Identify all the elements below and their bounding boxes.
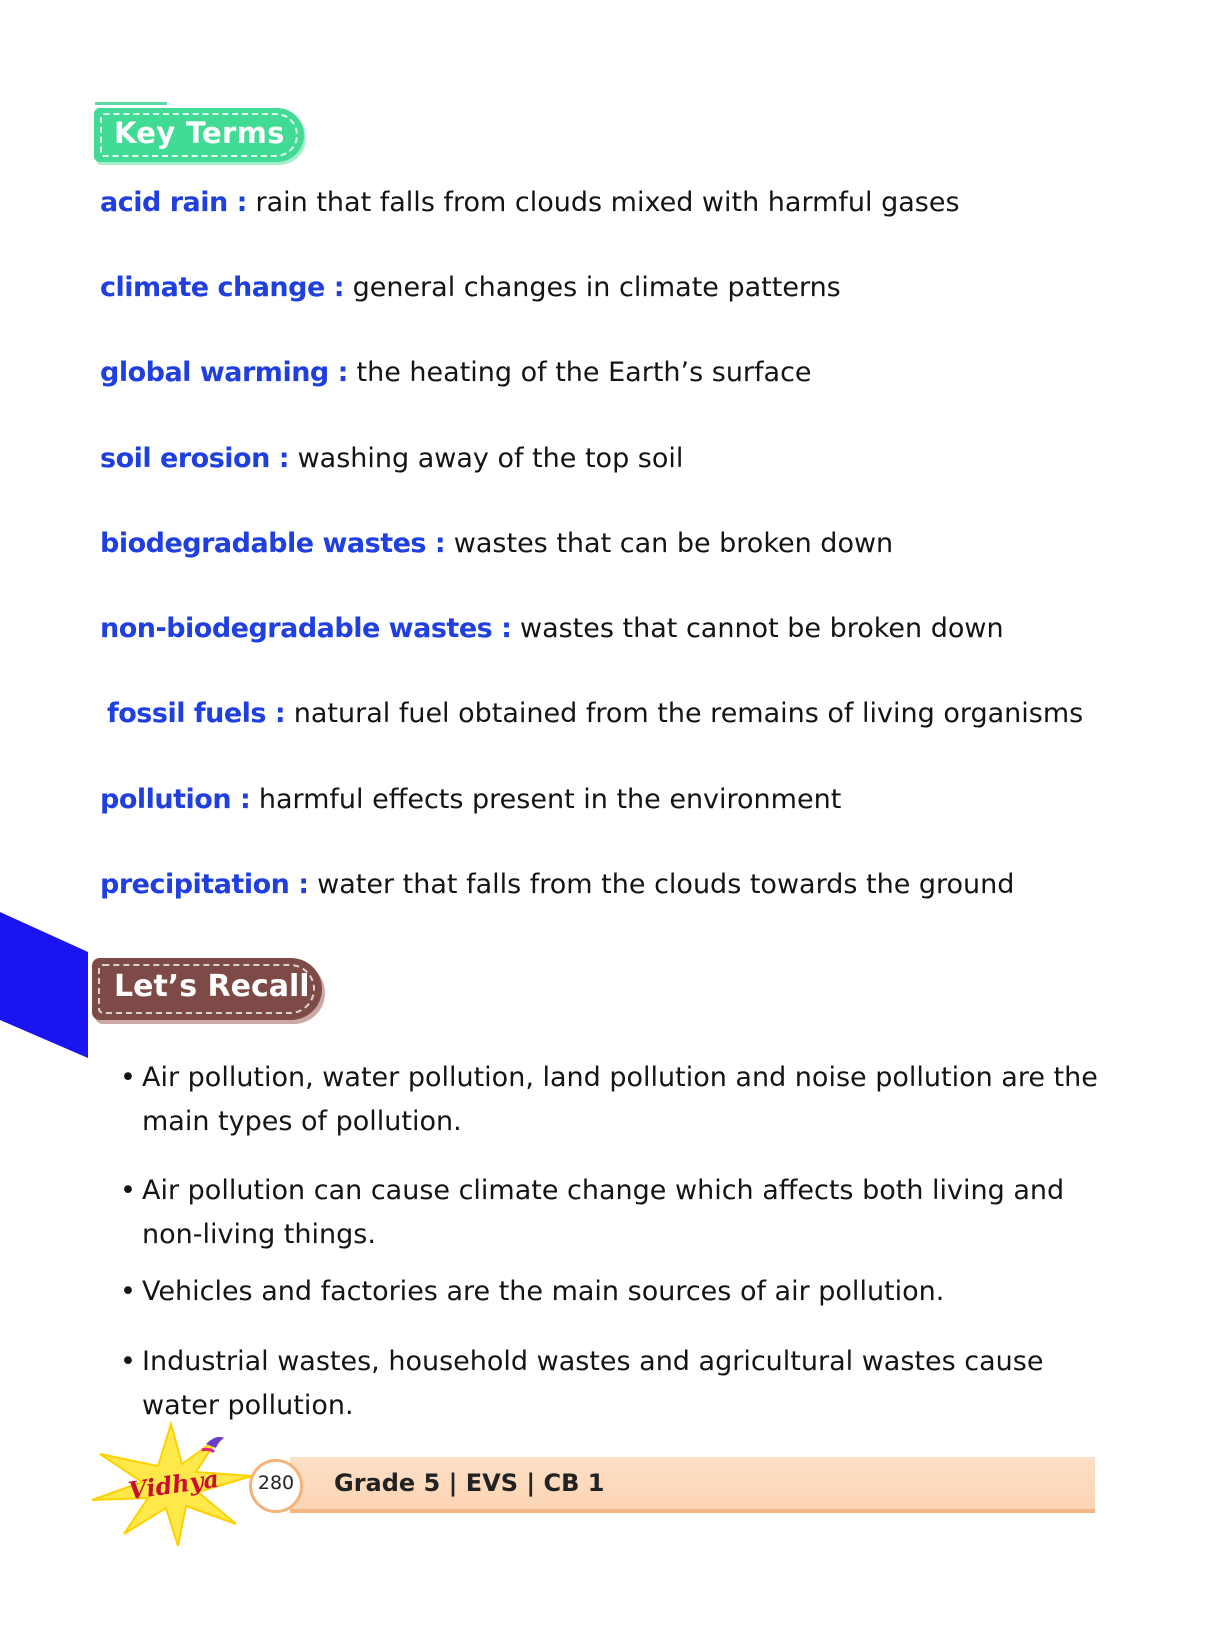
recall-bullet-item bbox=[120, 1340, 1080, 1428]
side-tab-shape bbox=[0, 912, 88, 1058]
bullet-dot: • bbox=[120, 1062, 136, 1093]
term-word: precipitation : bbox=[100, 869, 309, 900]
recall-bullet-item bbox=[120, 1056, 1110, 1144]
term-word: global warming : bbox=[100, 357, 348, 388]
term-word: non-biodegradable wastes : bbox=[100, 613, 512, 644]
term-word: pollution : bbox=[100, 784, 251, 815]
bullet-text: Air pollution, water pollution, land pollution and noise pollution are the main types of pollution. bbox=[142, 1062, 1098, 1137]
side-tab-marker bbox=[0, 912, 88, 1058]
term-word: soil erosion : bbox=[100, 443, 290, 474]
lets-recall-heading bbox=[92, 958, 322, 1020]
lets-recall-heading-label: Let’s Recall bbox=[114, 969, 310, 1004]
term-definition: general changes in climate patterns bbox=[344, 272, 841, 303]
term-word: acid rain : bbox=[100, 187, 247, 218]
term-row-acid-rain bbox=[100, 186, 960, 220]
bullet-dot: • bbox=[120, 1346, 136, 1377]
key-terms-heading bbox=[94, 108, 304, 162]
term-definition: wastes that can be broken down bbox=[445, 528, 894, 559]
term-row-non-biodegradable-wastes bbox=[100, 612, 1004, 646]
term-definition: harmful effects present in the environment bbox=[250, 784, 842, 815]
term-word: biodegradable wastes : bbox=[100, 528, 446, 559]
term-definition: natural fuel obtained from the remains of living organisms bbox=[285, 698, 1084, 729]
term-definition: rain that falls from clouds mixed with harmful gases bbox=[246, 187, 960, 218]
term-word: fossil fuels : bbox=[107, 698, 286, 729]
term-definition: the heating of the Earth’s surface bbox=[347, 357, 812, 388]
bullet-dot: • bbox=[120, 1276, 136, 1307]
footer-label: Grade 5 | EVS | CB 1 bbox=[334, 1469, 605, 1497]
vidhya-logo-text: Vidhya bbox=[126, 1463, 221, 1506]
term-row-climate-change bbox=[100, 271, 841, 305]
heading-accent-line bbox=[95, 102, 167, 105]
term-row-fossil-fuels bbox=[107, 697, 1083, 731]
term-definition: water that falls from the clouds towards the ground bbox=[308, 869, 1015, 900]
key-terms-heading-label: Key Terms bbox=[114, 116, 285, 150]
recall-bullet-item bbox=[120, 1270, 1110, 1314]
recall-bullet-item bbox=[120, 1169, 1110, 1257]
term-definition: washing away of the top soil bbox=[289, 443, 684, 474]
term-definition: wastes that cannot be broken down bbox=[511, 613, 1004, 644]
bullet-text: Air pollution can cause climate change which affects both living and non-living things. bbox=[142, 1175, 1065, 1250]
term-row-soil-erosion bbox=[100, 442, 683, 476]
bullet-text: Industrial wastes, household wastes and agricultural wastes cause water pollution. bbox=[142, 1346, 1044, 1421]
term-row-precipitation bbox=[100, 868, 1014, 902]
term-word: climate change : bbox=[100, 272, 344, 303]
page-number: 280 bbox=[257, 1472, 295, 1494]
term-row-pollution bbox=[100, 783, 841, 817]
bullet-dot: • bbox=[120, 1175, 136, 1206]
term-row-biodegradable-wastes bbox=[100, 527, 893, 561]
bullet-text: Vehicles and factories are the main sources of air pollution. bbox=[142, 1276, 945, 1307]
term-row-global-warming bbox=[100, 356, 812, 390]
